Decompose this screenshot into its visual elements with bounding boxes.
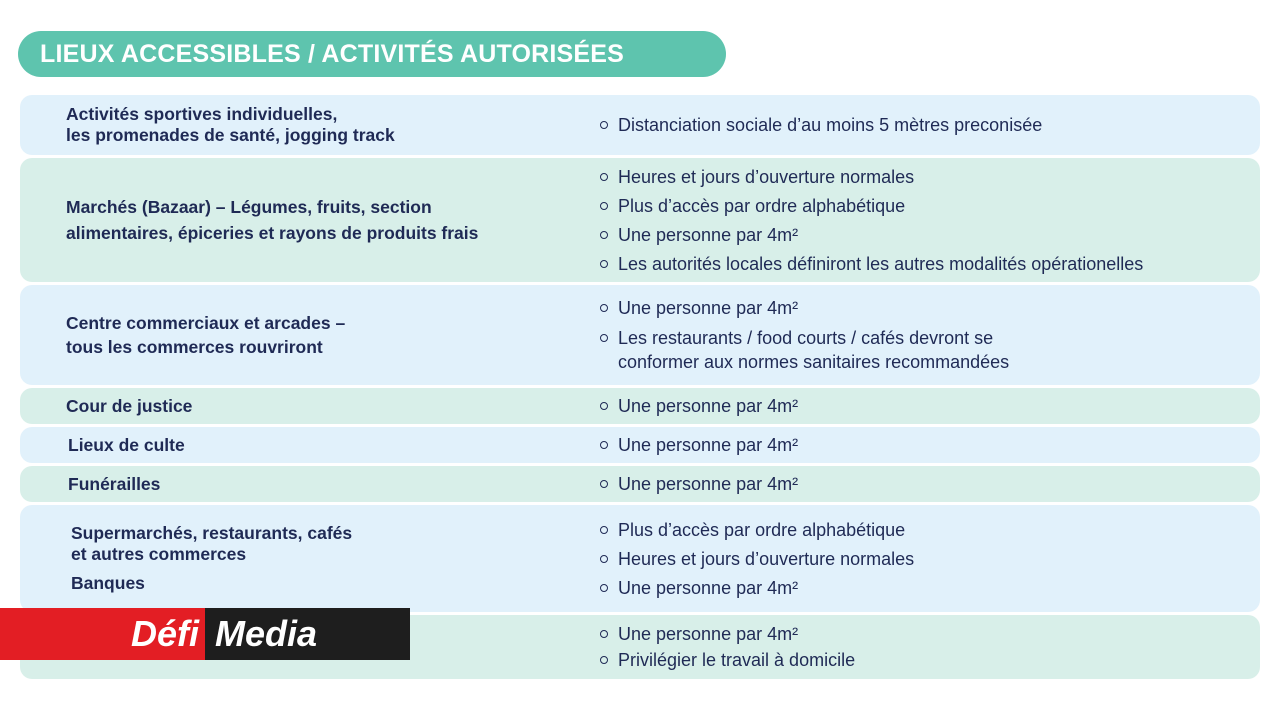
rules-cell <box>600 158 1250 282</box>
place-label: Cour de justice <box>66 395 193 416</box>
place-label: Lieux de culte <box>68 434 185 455</box>
rule-item-line: Les restaurants / food courts / cafés devront se <box>618 328 994 349</box>
rule-item: Une personne par 4m² <box>600 433 1250 457</box>
rules-cell <box>600 388 1250 424</box>
table-row <box>20 95 1260 155</box>
table-row <box>20 388 1260 424</box>
rules-cell <box>600 615 1250 679</box>
place-cell <box>68 466 568 502</box>
rule-item: Heures et jours d’ouverture normales <box>600 547 1250 571</box>
rules-cell <box>600 505 1250 612</box>
place-cell <box>68 427 568 463</box>
rule-item: Une personne par 4m² <box>600 223 1250 247</box>
place-label: Funérailles <box>68 473 161 494</box>
table-row <box>20 505 1260 612</box>
rule-item: Plus d’accès par ordre alphabétique <box>600 518 1250 542</box>
rule-item: Distanciation sociale d’au moins 5 mètres preconisée <box>600 113 1250 137</box>
place-label: Marchés (Bazaar) – Légumes, fruits, section <box>66 196 432 217</box>
rules-cell <box>600 95 1250 155</box>
place-label: Banques <box>71 573 145 593</box>
rule-item <box>600 326 1250 374</box>
place-cell <box>71 505 571 612</box>
rule-item-line: conformer aux normes sanitaires recommandées <box>618 352 1010 373</box>
rule-item: Une personne par 4m² <box>600 576 1250 600</box>
place-label: et autres commerces <box>71 544 247 564</box>
logo-part-defi: Défi <box>0 608 205 660</box>
rule-item: Une personne par 4m² <box>600 394 1250 418</box>
place-label: Activités sportives individuelles, <box>66 104 338 124</box>
rule-item: Privilégier le travail à domicile <box>600 648 1250 672</box>
place-label: tous les commerces rouvriront <box>66 336 323 357</box>
place-cell <box>66 95 566 155</box>
table-row <box>20 158 1260 282</box>
rule-item: Une personne par 4m² <box>600 622 1250 646</box>
place-label: les promenades de santé, jogging track <box>66 125 395 145</box>
place-cell <box>66 285 566 385</box>
rules-cell <box>600 285 1250 385</box>
place-label: Supermarchés, restaurants, cafés <box>71 523 353 543</box>
rule-item: Plus d’accès par ordre alphabétique <box>600 194 1250 218</box>
rules-cell <box>600 427 1250 463</box>
rule-item: Heures et jours d’ouverture normales <box>600 165 1250 189</box>
rule-item: Les autorités locales définiront les autres modalités opérationelles <box>600 252 1250 276</box>
page-title: LIEUX ACCESSIBLES / ACTIVITÉS AUTORISÉES <box>18 31 726 77</box>
defi-media-logo <box>0 608 410 660</box>
logo-part-media: Media <box>205 608 410 660</box>
table-row <box>20 427 1260 463</box>
table-row <box>20 466 1260 502</box>
rule-item: Une personne par 4m² <box>600 296 1250 320</box>
place-label: alimentaires, épiceries et rayons de produits frais <box>66 222 479 243</box>
place-label: Centre commerciaux et arcades – <box>66 312 346 333</box>
place-cell <box>66 388 566 424</box>
place-cell <box>66 158 566 282</box>
table-row <box>20 285 1260 385</box>
rules-cell <box>600 466 1250 502</box>
rule-item: Une personne par 4m² <box>600 472 1250 496</box>
